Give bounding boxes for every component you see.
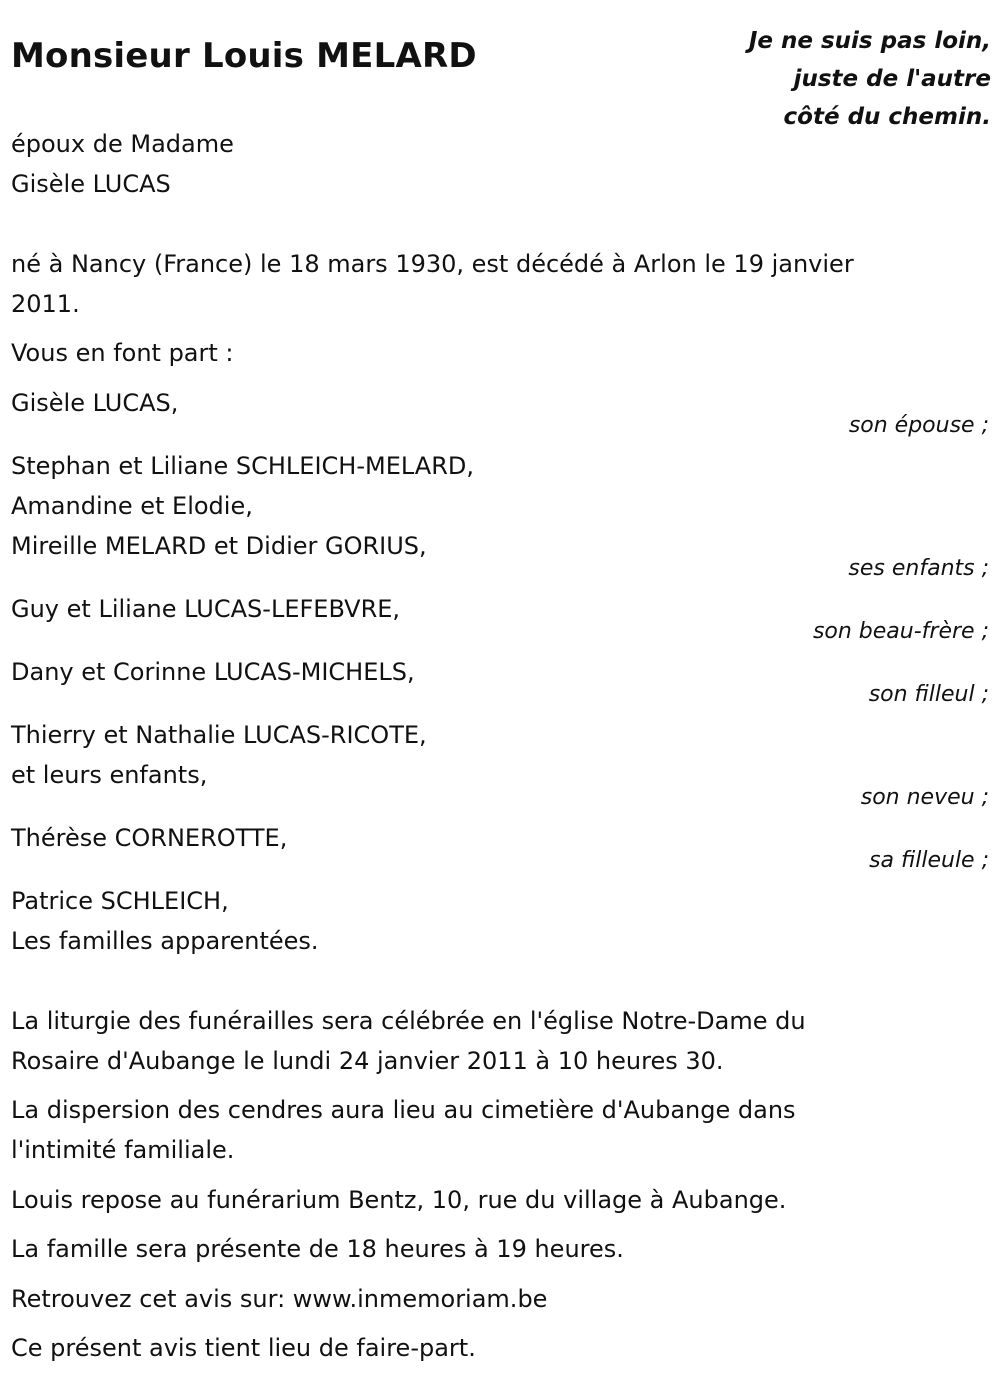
dispersion-line: l'intimité familiale. <box>11 1136 235 1164</box>
family-role: sa filleule ; <box>869 848 989 873</box>
family-role: ses enfants ; <box>848 556 989 581</box>
deceased-name: Monsieur Louis MELARD <box>11 36 477 76</box>
family-member: Amandine et Elodie, <box>11 492 253 520</box>
family-member: Patrice SCHLEICH, <box>11 887 229 915</box>
family-member: Gisèle LUCAS, <box>11 389 179 417</box>
rest-line: Louis repose au funérarium Bentz, 10, rue du village à Aubange. <box>11 1186 787 1214</box>
family-role: son filleul ; <box>868 682 989 707</box>
family-role: son neveu ; <box>860 785 989 810</box>
epigraph-line: côté du chemin. <box>783 104 991 130</box>
family-member: Stephan et Liliane SCHLEICH-MELARD, <box>11 452 475 480</box>
epigraph-line: juste de l'autre <box>793 66 991 92</box>
online-line: Retrouvez cet avis sur: www.inmemoriam.be <box>11 1285 548 1313</box>
spouse-line: époux de Madame <box>11 130 234 158</box>
liturgy-line: La liturgie des funérailles sera célébrée en l'église Notre-Dame du <box>11 1007 806 1035</box>
family-member: et leurs enfants, <box>11 761 208 789</box>
epigraph <box>749 22 991 136</box>
family-member: Thérèse CORNEROTTE, <box>11 824 288 852</box>
spouse-name: Gisèle LUCAS <box>11 170 171 198</box>
family-member: Guy et Liliane LUCAS-LEFEBVRE, <box>11 595 401 623</box>
birth-death-line: 2011. <box>11 290 80 318</box>
announce-line: Vous en font part : <box>11 339 234 367</box>
family-role: son beau-frère ; <box>812 619 989 644</box>
epigraph-line: Je ne suis pas loin, <box>748 28 991 54</box>
family-member: Dany et Corinne LUCAS-MICHELS, <box>11 658 415 686</box>
family-role: son épouse ; <box>848 413 989 438</box>
birth-death-line: né à Nancy (France) le 18 mars 1930, est décédé à Arlon le 19 janvier <box>11 250 854 278</box>
dispersion-line: La dispersion des cendres aura lieu au cimetière d'Aubange dans <box>11 1096 796 1124</box>
presence-line: La famille sera présente de 18 heures à 19 heures. <box>11 1235 624 1263</box>
liturgy-line: Rosaire d'Aubange le lundi 24 janvier 2011 à 10 heures 30. <box>11 1047 724 1075</box>
family-member: Thierry et Nathalie LUCAS-RICOTE, <box>11 721 427 749</box>
family-member: Les familles apparentées. <box>11 927 319 955</box>
family-member: Mireille MELARD et Didier GORIUS, <box>11 532 427 560</box>
notice-line: Ce présent avis tient lieu de faire-part. <box>11 1334 476 1362</box>
